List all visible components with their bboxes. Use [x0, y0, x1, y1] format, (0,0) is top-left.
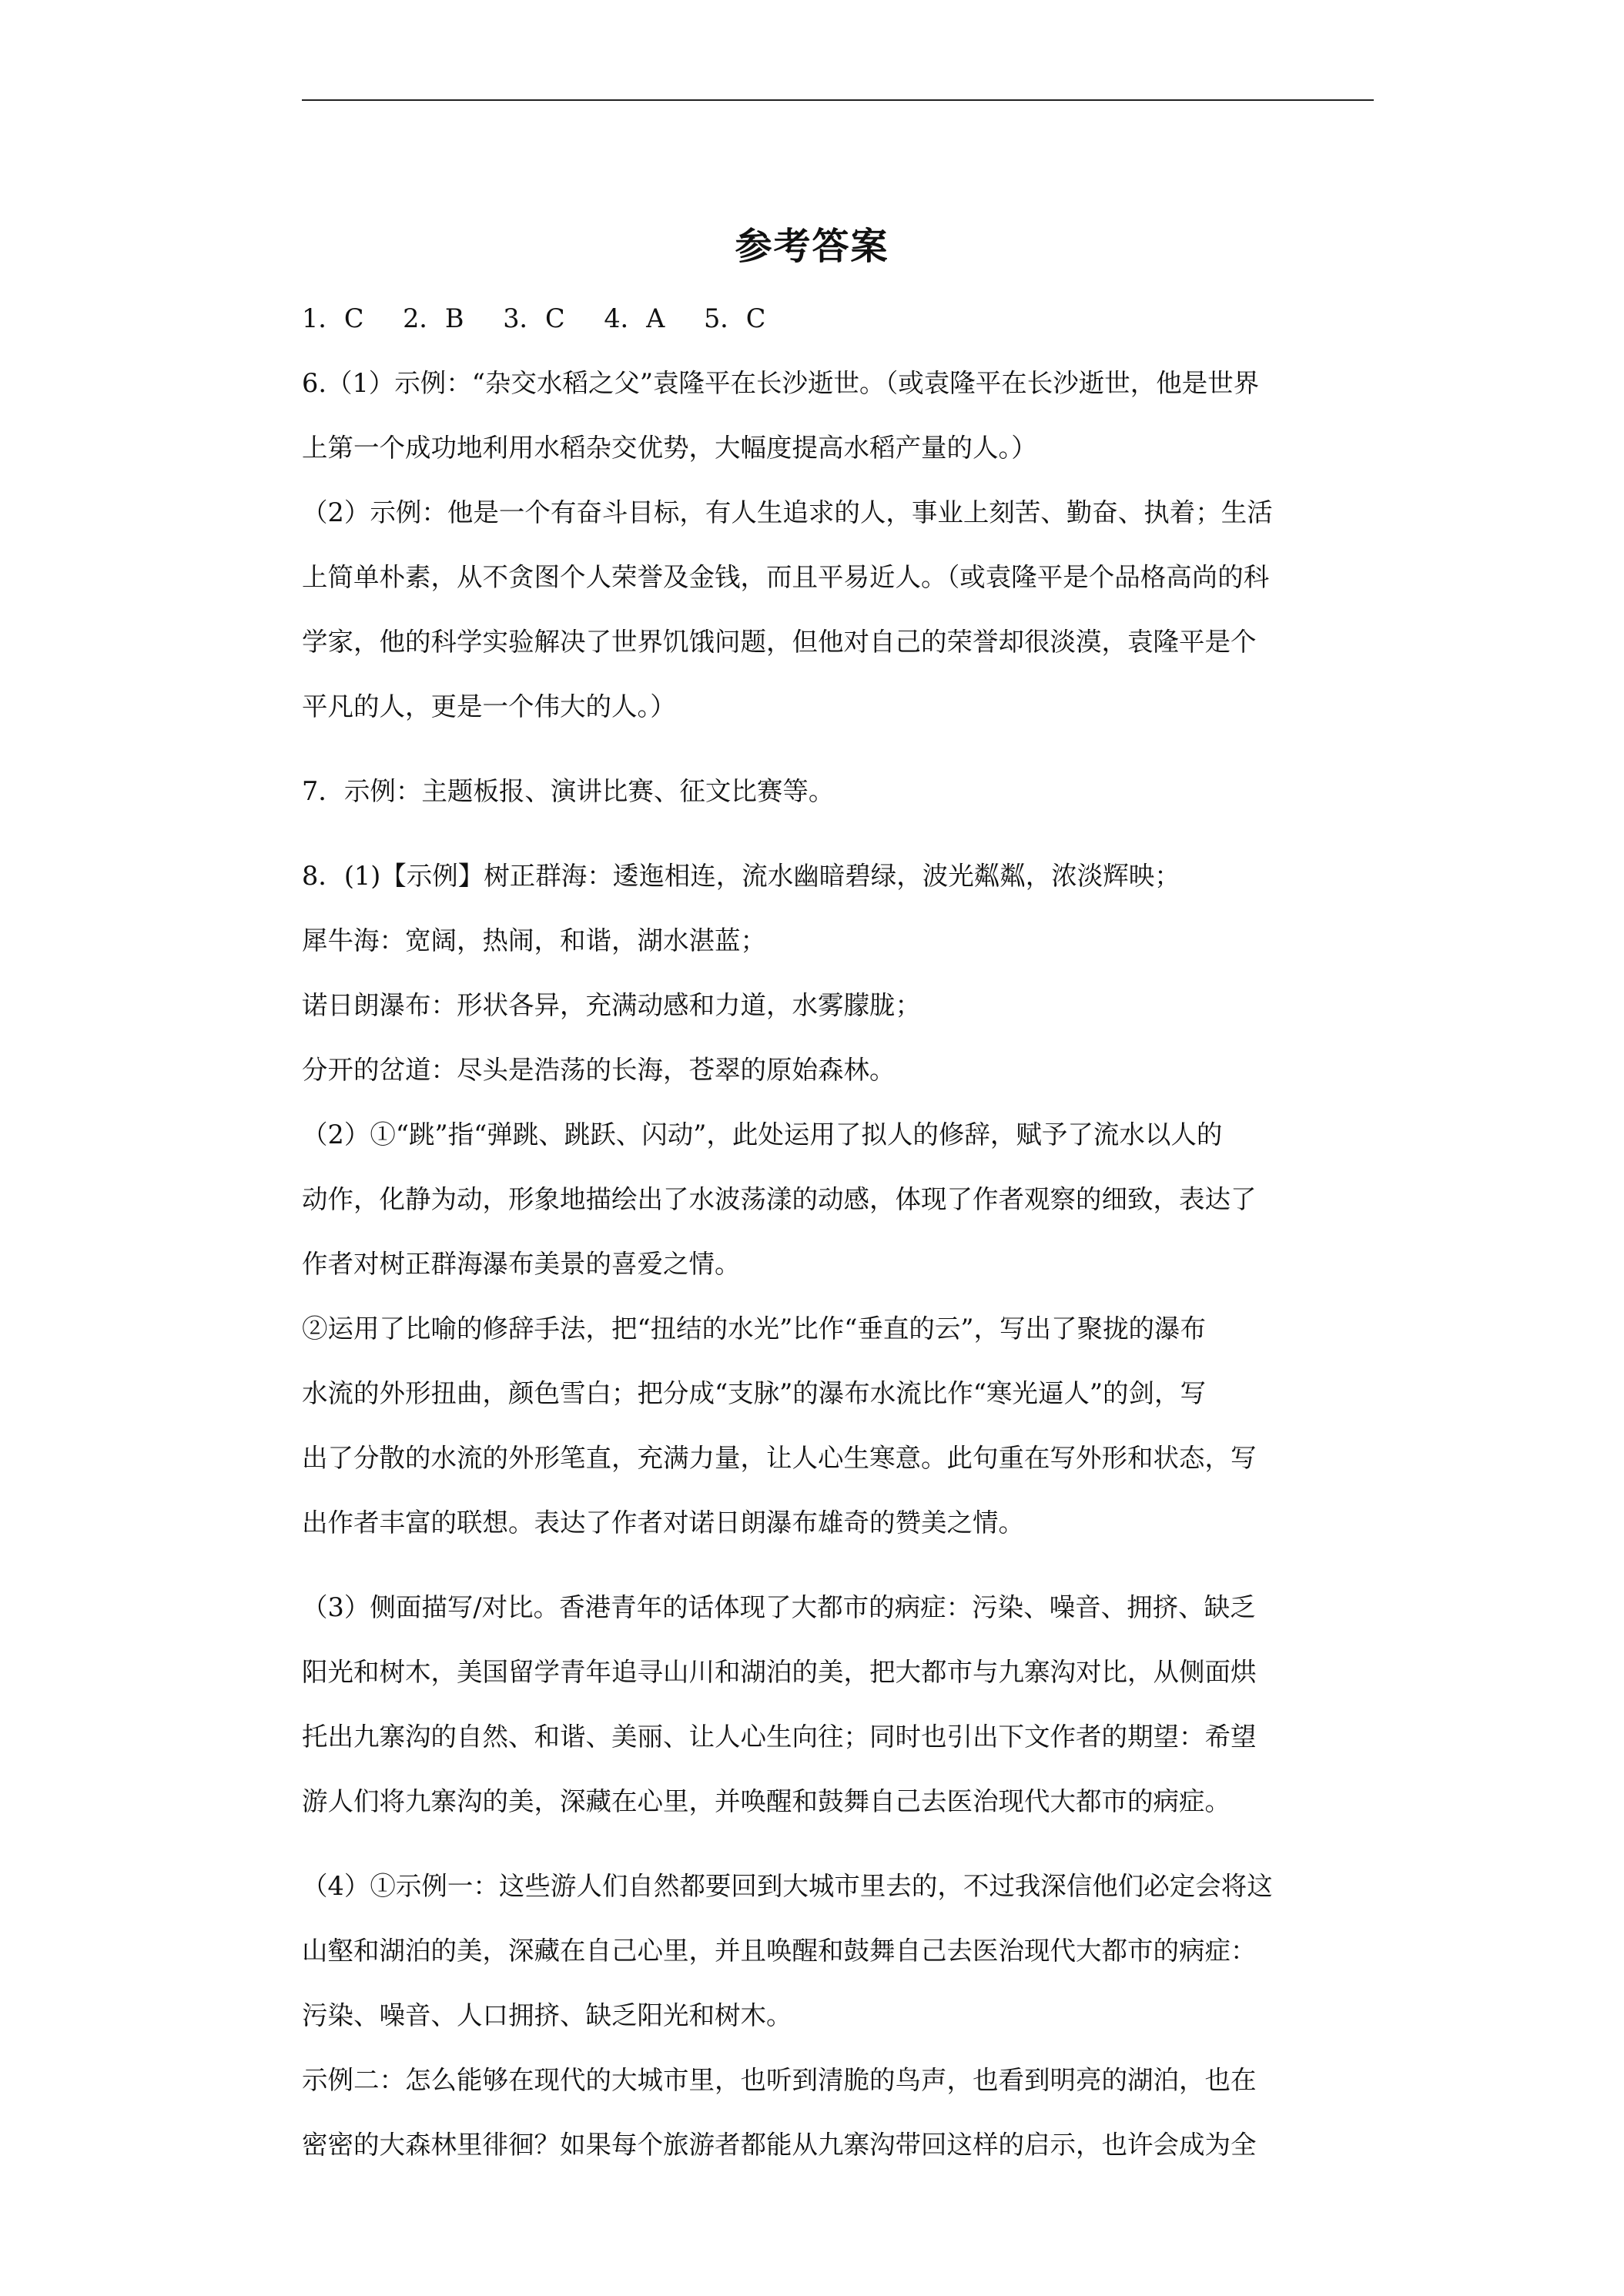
answer-content [302, 286, 1374, 2177]
answer-line: 上简单朴素，从不贪图个人荣誉及金钱，而且平易近人。（或袁隆平是个品格高尚的科 [302, 562, 1270, 592]
mc-answer-3: 3．C [503, 303, 565, 333]
answer-line: 7．示例：主题板报、演讲比赛、征文比赛等。 [302, 776, 835, 806]
answer-line: ②运用了比喻的修辞手法，把“扭结的水光”比作“垂直的云”，写出了聚拢的瀑布 [302, 1314, 1207, 1344]
answer-line: 动作，化静为动，形象地描绘出了水波荡漾的动感，体现了作者观察的细致，表达了 [302, 1184, 1257, 1214]
answer-line: （2）①“跳”指“弹跳、跳跃、闪动”，此处运用了拟人的修辞，赋予了流水以人的 [302, 1120, 1223, 1150]
answer-line: 密密的大森林里徘徊？如果每个旅游者都能从九寨沟带回这样的启示，也许会成为全 [302, 2130, 1257, 2160]
answer-line: （4）①示例一：这些游人们自然都要回到大城市里去的，不过我深信他们必定会将这 [302, 1871, 1273, 1901]
header-rule [302, 99, 1374, 101]
page-title: 参考答案 [735, 225, 889, 268]
answer-line: 6.（1）示例：“杂交水稻之父”袁隆平在长沙逝世。（或袁隆平在长沙逝世，他是世界 [302, 368, 1260, 398]
answer-line: 诺日朗瀑布：形状各异，充满动感和力道，水雾朦胧； [302, 990, 921, 1020]
answer-line: 平凡的人，更是一个伟大的人。） [302, 691, 676, 721]
answer-line: 出了分散的水流的外形笔直，充满力量，让人心生寒意。此句重在写外形和状态，写 [302, 1443, 1257, 1473]
answer-line: 托出九寨沟的自然、和谐、美丽、让人心生向往；同时也引出下文作者的期望：希望 [302, 1722, 1257, 1752]
answer-line: 犀牛海：宽阔，热闹，和谐，湖水湛蓝； [302, 925, 766, 956]
answer-line: 山壑和湖泊的美，深藏在自己心里，并且唤醒和鼓舞自己去医治现代大都市的病症： [302, 1936, 1257, 1966]
answer-line: 上第一个成功地利用水稻杂交优势，大幅度提高水稻产量的人。） [302, 433, 1037, 463]
answer-line: 游人们将九寨沟的美，深藏在心里，并唤醒和鼓舞自己去医治现代大都市的病症。 [302, 1786, 1231, 1816]
answer-line: （2）示例：他是一个有奋斗目标，有人生追求的人，事业上刻苦、勤奋、执着；生活 [302, 497, 1273, 527]
mc-answer-line [302, 286, 1374, 351]
answer-line: 8．(1)【示例】树正群海：逶迤相连，流水幽暗碧绿，波光粼粼，浓淡辉映； [302, 861, 1180, 891]
answer-line: 作者对树正群海瀑布美景的喜爱之情。 [302, 1249, 741, 1279]
answer-line: 分开的岔道：尽头是浩荡的长海，苍翠的原始森林。 [302, 1055, 896, 1085]
answer-line: 水流的外形扭曲，颜色雪白；把分成“支脉”的瀑布水流比作“寒光逼人”的剑，写 [302, 1378, 1207, 1408]
mc-answer-5: 5．C [703, 303, 766, 333]
answer-line: 阳光和树木，美国留学青年追寻山川和湖泊的美，把大都市与九寨沟对比，从侧面烘 [302, 1657, 1257, 1687]
answer-line: 示例二：怎么能够在现代的大城市里，也听到清脆的鸟声，也看到明亮的湖泊，也在 [302, 2065, 1257, 2095]
answer-line: （3）侧面描写/对比。香港青年的话体现了大都市的病症：污染、噪音、拥挤、缺乏 [302, 1592, 1256, 1622]
answer-line: 污染、噪音、人口拥挤、缺乏阳光和树木。 [302, 2000, 792, 2030]
answer-line: 出作者丰富的联想。表达了作者对诺日朗瀑布雄奇的赞美之情。 [302, 1508, 1024, 1538]
mc-answer-1: 1．C [302, 303, 364, 333]
mc-answer-4: 4．A [604, 303, 665, 333]
answer-line: 学家，他的科学实验解决了世界饥饿问题，但他对自己的荣誉却很淡漠，袁隆平是个 [302, 627, 1257, 657]
mc-answer-2: 2．B [403, 303, 464, 333]
